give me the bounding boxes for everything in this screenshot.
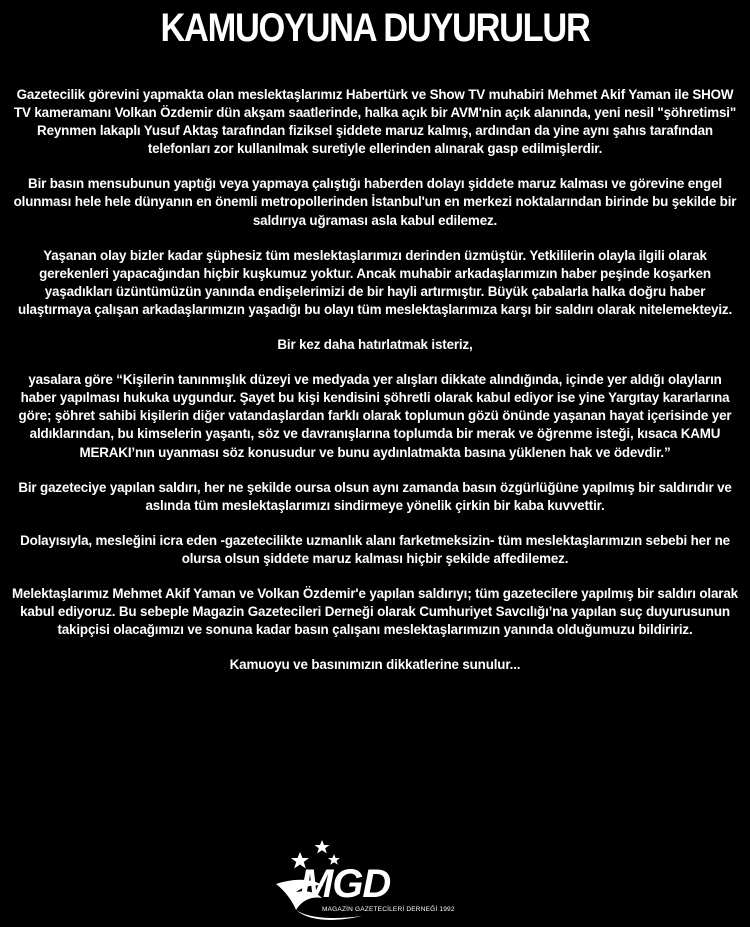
logo-star-icon [315, 840, 330, 854]
paragraph-law-quote: yasalara göre “Kişilerin tanınmışlık düzeyi ve medyada yer alışları dikkate alındığında, içinde yer aldığı olayların haber yapılması hukuka uygundur. Şayet bu kişi kendisini şöhretli olarak kabul ediyor ise yine Yargıtay kararlarına göre; şöhret sahibi kişilerin diğer vatandaşlardan farklı olarak toplumun gözü önünde yaşanan hayat içerisinde yer aldıklarından, bu kimselerin yaşantı, söz ve davranışlarına toplumda bir merak ve öğrenme isteği, kısaca KAMU MERAKI’nın uyanması söz konusudur ve bunu aydınlatmakta basına yüklenen hak ve ödevdir.” [18, 372, 732, 460]
paragraph-closing: Kamuoyu ve basınımızın dikkatlerine sunulur... [229, 657, 521, 673]
logo-wordmark: MGD [300, 862, 391, 906]
paragraph-press-freedom: Bir gazeteciye yapılan saldırı, her ne şekilde oursa olsun aynı zamanda basın özgürlüğüne yapılmış bir saldırıdır ve aslında tüm meslektaşlarımızı sindirmeye yönelik çirkin bir kaba kuvvettir. [18, 479, 732, 513]
paragraph-legal-action: Melektaşlarımız Mehmet Akif Yaman ve Volkan Özdemir'e yapılan saldırıyı; tüm gazetecilere yapılmış bir saldırı olarak kabul ediyoruz. Bu sebeple Magazin Gazetecileri Derneği olarak Cumhuriyet Savcılığı’na yapılan suç duyurusunun takipçisi olacağımızı ve sonuna kadar basın çalışanı meslektaşlarımızın yanında olduğumuzu bildiririz. [12, 585, 738, 638]
announcement-body [10, 86, 740, 691]
paragraph-reminder: Bir kez daha hatırlatmak isteriz, [277, 337, 473, 353]
paragraph-incident: Gazetecilik görevini yapmakta olan meslektaşlarımız Habertürk ve Show TV muhabiri Mehmet Akif Yaman ile SHOW TV kameramanı Volkan Özdemir dün akşam saatlerinde, halka açık bir AVM'nin açık alanında, yeni nesil "şöhretimsi" Reynmen lakaplı Yusuf Aktaş tarafından fiziksel şiddete maruz kalmış, ardından da yine aynı şahıs tarafından telefonları zor kullanılmak suretiyle ellerinden alınarak gasp edilmişlerdir. [13, 87, 737, 157]
paragraph-unacceptable: Bir basın mensubunun yaptığı veya yapmaya çalıştığı haberden dolayı şiddete maruz kalması ve görevine engel olunması hele hele dünyanın en önemli metropollerinden İstanbul'un en merkezi noktalarından birinde bu şekilde bir saldırıya uğraması asla kabul edilemez. [13, 176, 737, 228]
announcement-title: KAMUOYUNA DUYURULUR [160, 6, 590, 50]
logo-caption: MAGAZİN GAZETECİLERİ DERNEĞİ 1992 [322, 906, 455, 913]
paragraph-unforgivable: Dolayısıyla, mesleğini icra eden -gazetecilikte uzmanlık alanı farketmeksizin- tüm meslektaşlarımızın sebebi her ne olursa olsun şiddete maruz kalması hiçbir şekilde affedilemez. [20, 532, 730, 566]
paragraph-concern: Yaşanan olay bizler kadar şüphesiz tüm meslektaşlarımızı derinden üzmüştür. Yetkililerin olayla ilgili olarak gerekenleri yapacağından hiçbir kuşkumuz yoktur. Ancak muhabir arkadaşlarımızın haber peşinde koşarken yaşadıkları üzüntümüzün yanında endişelerimizi de bir hayli artırmıştır. Büyük çabalarla halka doğru haber ulaştırmaya çalışan arkadaşlarımızın yaşadığı bu olayı tüm meslektaşlarımıza karşı bir saldırı olarak nitelemekteyiz. [17, 247, 733, 317]
